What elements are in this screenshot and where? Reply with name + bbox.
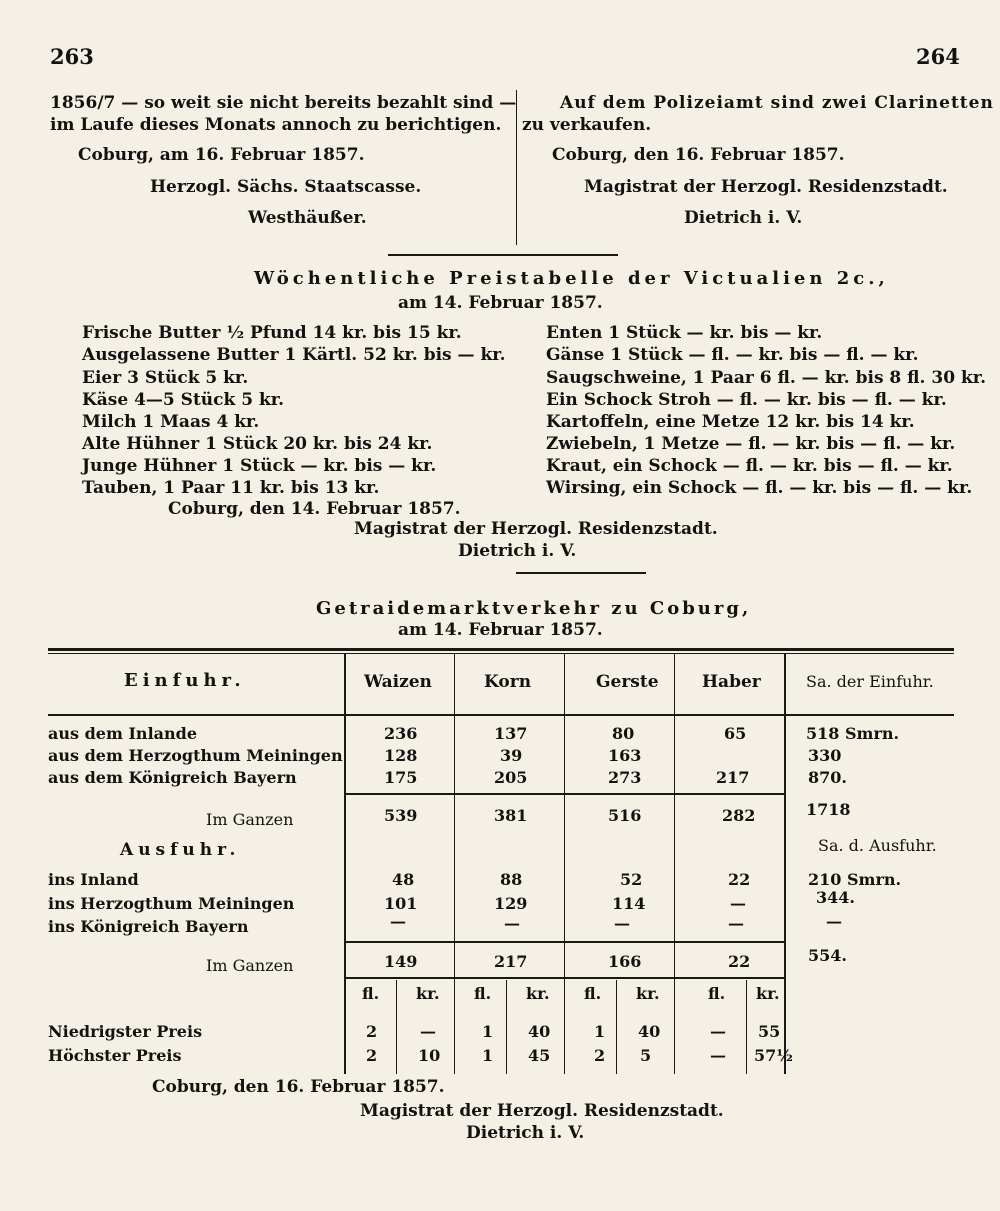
- left-notice-line1: 1856/7 — so weit sie nicht bereits bezahlt sind —: [50, 93, 517, 113]
- cell-waizen: —: [390, 912, 406, 931]
- unit-header: fl.: [708, 984, 726, 1003]
- row-label: aus dem Königreich Bayern: [48, 768, 297, 787]
- table-rule-header: [48, 714, 954, 716]
- table-col-rule: [674, 654, 675, 1074]
- grain-market-closing-date: Coburg, den 16. Februar 1857.: [152, 1077, 445, 1097]
- table-rule-top-thin: [48, 653, 954, 654]
- header-gerste: Gerste: [596, 672, 659, 692]
- cell-korn: 39: [500, 746, 523, 765]
- right-notice-signature: Dietrich i. V.: [684, 208, 803, 228]
- table-subcol-rule: [616, 980, 617, 1074]
- cell-waizen: 128: [384, 746, 418, 765]
- price-cell: 57½: [754, 1046, 793, 1065]
- cell-korn: 137: [494, 724, 528, 743]
- section-rule: [516, 572, 646, 574]
- grain-market-title: Getraidemarktverkehr zu Coburg,: [316, 598, 752, 619]
- unit-header: kr.: [636, 984, 660, 1003]
- cell-gerste: 166: [608, 952, 642, 971]
- row-label: aus dem Herzogthum Meiningen: [48, 746, 343, 765]
- cell-waizen: 101: [384, 894, 418, 913]
- price-cell: —: [710, 1046, 726, 1065]
- unit-header: kr.: [756, 984, 780, 1003]
- price-table-date: am 14. Februar 1857.: [398, 293, 603, 313]
- cell-haber: 282: [722, 806, 756, 825]
- price-cell: 55: [758, 1022, 781, 1041]
- right-notice-office: Magistrat der Herzogl. Residenzstadt.: [584, 177, 948, 197]
- right-notice-line1: Auf dem Polizeiamt sind zwei Clarinetten: [560, 93, 994, 113]
- row-label: aus dem Inlande: [48, 724, 198, 743]
- row-label: ins Königreich Bayern: [48, 917, 249, 936]
- export-sum-heading: Sa. d. Ausfuhr.: [818, 836, 937, 855]
- unit-header: fl.: [474, 984, 492, 1003]
- row-label: ins Herzogthum Meiningen: [48, 894, 295, 913]
- price-cell: 1: [482, 1046, 494, 1065]
- cell-korn: 88: [500, 870, 523, 889]
- price-right-item: Kraut, ein Schock — fl. — kr. bis — fl. — kr.: [546, 456, 953, 476]
- cell-haber: 22: [728, 952, 751, 971]
- price-left-item: Eier 3 Stück 5 kr.: [82, 368, 249, 388]
- cell-haber: 22: [728, 870, 751, 889]
- cell-sum: 1718: [806, 800, 851, 819]
- cell-waizen: 539: [384, 806, 418, 825]
- table-rule-top: [48, 648, 954, 651]
- grain-market-office: Magistrat der Herzogl. Residenzstadt.: [360, 1101, 724, 1121]
- import-total-label: Im Ganzen: [206, 810, 294, 829]
- export-total-label: Im Ganzen: [206, 956, 294, 975]
- price-left-item: Alte Hühner 1 Stück 20 kr. bis 24 kr.: [82, 434, 433, 454]
- grain-market-signature: Dietrich i. V.: [466, 1123, 585, 1143]
- price-cell: 2: [594, 1046, 606, 1065]
- header-korn: Korn: [484, 672, 532, 692]
- cell-gerste: —: [614, 914, 630, 933]
- price-cell: —: [420, 1022, 436, 1041]
- price-left-item: Tauben, 1 Paar 11 kr. bis 13 kr.: [82, 478, 380, 498]
- cell-haber: —: [730, 894, 746, 913]
- cell-gerste: 516: [608, 806, 642, 825]
- cell-korn: —: [504, 914, 520, 933]
- cell-waizen: 175: [384, 768, 418, 787]
- unit-header: fl.: [584, 984, 602, 1003]
- cell-waizen: 48: [392, 870, 415, 889]
- price-cell: 5: [640, 1046, 652, 1065]
- table-col-rule: [454, 654, 455, 1074]
- cell-sum: 344.: [816, 888, 855, 907]
- price-left-item: Junge Hühner 1 Stück — kr. bis — kr.: [82, 456, 437, 476]
- header-sum-import: Sa. der Einfuhr.: [806, 672, 934, 691]
- price-table-office: Magistrat der Herzogl. Residenzstadt.: [354, 519, 718, 539]
- section-rule: [388, 254, 618, 256]
- price-table-closing-date: Coburg, den 14. Februar 1857.: [168, 499, 461, 519]
- right-notice-line2: zu verkaufen.: [522, 115, 652, 135]
- page-number-right: 264: [916, 44, 960, 69]
- cell-haber: 65: [724, 724, 747, 743]
- unit-header: kr.: [416, 984, 440, 1003]
- price-cell: 2: [366, 1046, 378, 1065]
- left-notice-date: Coburg, am 16. Februar 1857.: [78, 145, 365, 165]
- cell-sum: 518 Smrn.: [806, 724, 900, 743]
- price-left-item: Ausgelassene Butter 1 Kärtl. 52 kr. bis — kr.: [82, 345, 506, 365]
- cell-korn: 217: [494, 952, 528, 971]
- header-einfuhr: Einfuhr.: [124, 670, 246, 691]
- price-cell: 1: [594, 1022, 606, 1041]
- price-cell: 10: [418, 1046, 441, 1065]
- price-right-item: Kartoffeln, eine Metze 12 kr. bis 14 kr.: [546, 412, 915, 432]
- table-col-rule: [564, 654, 565, 1074]
- cell-korn: 129: [494, 894, 528, 913]
- unit-header: fl.: [362, 984, 380, 1003]
- price-table-title: Wöchentliche Preistabelle der Victualien 2c.,: [254, 268, 889, 289]
- price-left-item: Käse 4—5 Stück 5 kr.: [82, 390, 285, 410]
- price-right-item: Zwiebeln, 1 Metze — fl. — kr. bis — fl. — kr.: [546, 434, 956, 454]
- cell-korn: 381: [494, 806, 528, 825]
- grain-market-date: am 14. Februar 1857.: [398, 620, 603, 640]
- cell-waizen: 236: [384, 724, 418, 743]
- price-cell: 40: [528, 1022, 551, 1041]
- cell-sum: 210 Smrn.: [808, 870, 902, 889]
- cell-korn: 205: [494, 768, 528, 787]
- price-cell: 2: [366, 1022, 378, 1041]
- column-rule: [516, 90, 517, 245]
- price-right-item: Enten 1 Stück — kr. bis — kr.: [546, 323, 823, 343]
- right-notice-date: Coburg, den 16. Februar 1857.: [552, 145, 845, 165]
- table-subcol-rule: [506, 980, 507, 1074]
- left-notice-office: Herzogl. Sächs. Staatscasse.: [150, 177, 422, 197]
- price-right-item: Wirsing, ein Schock — fl. — kr. bis — fl. — kr.: [546, 478, 973, 498]
- price-cell: 45: [528, 1046, 551, 1065]
- price-cell: 40: [638, 1022, 661, 1041]
- cell-sum: 330: [808, 746, 842, 765]
- cell-sum: —: [826, 912, 842, 931]
- cell-haber: 217: [716, 768, 750, 787]
- cell-gerste: 52: [620, 870, 643, 889]
- price-cell: —: [710, 1022, 726, 1041]
- table-col-rule: [344, 654, 346, 1074]
- cell-gerste: 114: [612, 894, 646, 913]
- export-heading: Ausfuhr.: [120, 840, 241, 860]
- cell-gerste: 80: [612, 724, 635, 743]
- table-col-rule: [784, 654, 786, 1074]
- cell-sum: 554.: [808, 946, 847, 965]
- row-label: ins Inland: [48, 870, 139, 889]
- cell-sum: 870.: [808, 768, 847, 787]
- highest-price-label: Höchster Preis: [48, 1046, 182, 1065]
- price-table-signature: Dietrich i. V.: [458, 541, 577, 561]
- page-number-left: 263: [50, 44, 94, 69]
- left-notice-signature: Westhäußer.: [248, 208, 367, 228]
- table-subcol-rule: [396, 980, 397, 1074]
- price-left-item: Frische Butter ½ Pfund 14 kr. bis 15 kr.: [82, 323, 462, 343]
- header-haber: Haber: [702, 672, 761, 692]
- lowest-price-label: Niedrigster Preis: [48, 1022, 203, 1041]
- price-right-item: Gänse 1 Stück — fl. — kr. bis — fl. — kr.: [546, 345, 919, 365]
- cell-haber: —: [728, 914, 744, 933]
- unit-header: kr.: [526, 984, 550, 1003]
- price-left-item: Milch 1 Maas 4 kr.: [82, 412, 260, 432]
- price-right-item: Saugschweine, 1 Paar 6 fl. — kr. bis 8 fl. 30 kr.: [546, 368, 987, 388]
- cell-gerste: 273: [608, 768, 642, 787]
- table-subcol-rule: [746, 980, 747, 1074]
- price-cell: 1: [482, 1022, 494, 1041]
- price-right-item: Ein Schock Stroh — fl. — kr. bis — fl. — kr.: [546, 390, 947, 410]
- cell-gerste: 163: [608, 746, 642, 765]
- left-notice-line2: im Laufe dieses Monats annoch zu berichtigen.: [50, 115, 502, 135]
- header-waizen: Waizen: [364, 672, 432, 692]
- cell-waizen: 149: [384, 952, 418, 971]
